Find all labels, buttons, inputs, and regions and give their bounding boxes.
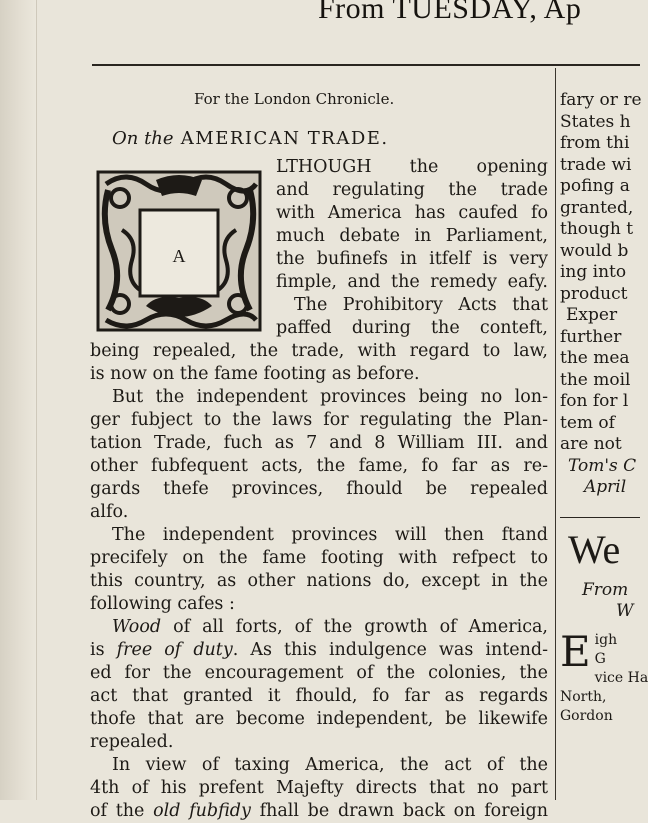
text-fragment: is xyxy=(90,640,117,660)
paragraph-5 xyxy=(90,754,548,823)
masthead-date: From TUESDAY, Ap xyxy=(318,0,582,25)
text-line: Gordon xyxy=(560,707,613,724)
text-line: LTHOUGH the opening xyxy=(276,157,548,177)
text-line: much debate in Parliament, xyxy=(276,226,548,246)
bleed-through-text xyxy=(90,0,320,60)
text-fragment: . As this indulgence was intend- xyxy=(232,640,549,660)
text-line: this country, as other nations do, except in the xyxy=(90,571,548,591)
article-body xyxy=(90,156,548,823)
text-line: from thi xyxy=(560,133,630,153)
text-line: tem of xyxy=(560,412,615,433)
italic-old-subsidy: old fubfidy xyxy=(153,801,251,821)
text-line: North, xyxy=(560,688,607,705)
text-line: fary or re xyxy=(560,90,642,110)
text-line: the mea xyxy=(560,348,630,368)
text-line: fimple, and the remedy eafy. xyxy=(276,272,548,292)
section-rule xyxy=(560,517,640,518)
header-rule xyxy=(92,64,640,66)
w-line: W xyxy=(616,601,634,621)
paragraph-2 xyxy=(90,386,548,524)
text-line: ger fubject to the laws for regulating the Plan- xyxy=(90,410,548,430)
text-line: are not xyxy=(560,434,622,454)
signature: Tom's C xyxy=(568,455,637,476)
text-line: fon for l xyxy=(560,391,629,411)
text-line: thofe that are become independent, be likewife xyxy=(90,709,548,729)
text-line xyxy=(90,639,548,662)
text-line: product xyxy=(560,283,628,304)
text-line: paffed during the conteft, xyxy=(276,318,548,338)
text-line: would b xyxy=(560,240,629,261)
text-line: tation Trade, fuch as 7 and 8 William III. and xyxy=(90,433,548,453)
text-line: igh xyxy=(594,631,618,648)
text-line: act that granted it fhould, fo far as regards xyxy=(90,686,548,706)
text-line: ing into xyxy=(560,262,627,282)
drop-cap-letter: E xyxy=(560,626,591,676)
article-title-main: AMERICAN TRADE. xyxy=(180,128,389,149)
text-line: being repealed, the trade, with regard to law, xyxy=(90,341,548,361)
drop-cap-block xyxy=(560,626,640,676)
article-title-prefix: On the xyxy=(112,128,174,149)
drop-cap-letter: A xyxy=(172,246,186,266)
text-line: and regulating the trade xyxy=(276,180,548,200)
text-line: the bufinefs in itfelf is very xyxy=(276,249,548,269)
from-line: From xyxy=(582,579,629,600)
paragraph-4 xyxy=(90,616,548,754)
section-big-heading: We xyxy=(568,526,621,572)
paragraph-1 xyxy=(90,156,548,386)
text-line: trade wi xyxy=(560,154,632,175)
text-line: alfo. xyxy=(90,502,129,522)
text-line: Exper xyxy=(566,305,618,325)
column-rule xyxy=(555,68,556,800)
text-line: though t xyxy=(560,219,634,239)
section-heading: For the London Chronicle. xyxy=(194,90,395,108)
text-line: The Prohibitory Acts that xyxy=(294,295,548,315)
text-line: vice Ha xyxy=(594,669,648,686)
text-line: the moil xyxy=(560,369,631,390)
dateline: April xyxy=(584,477,627,497)
text-line: But the independent provinces being no lon- xyxy=(112,387,548,407)
page-margin-edge xyxy=(0,0,37,800)
text-line: 4th of his prefent Majefty directs that no part xyxy=(90,778,548,798)
text-line: granted, xyxy=(560,197,634,218)
paragraph-3 xyxy=(90,524,548,616)
text-fragment: of the xyxy=(90,801,154,821)
adjacent-column xyxy=(560,90,648,800)
text-line xyxy=(90,616,548,639)
text-line: ed for the encouragement of the colonies, the xyxy=(90,663,548,683)
text-fragment: fhall be drawn back on foreign xyxy=(250,801,548,821)
article-column xyxy=(90,90,550,821)
text-fragment: of all forts, of the growth of America, xyxy=(161,617,548,637)
text-line: pofing a xyxy=(560,176,630,196)
text-line: precifely on the fame footing with refpect to xyxy=(90,548,548,568)
article-title xyxy=(112,128,389,149)
italic-free-of-duty: free of duty xyxy=(116,640,233,660)
text-line: other fubfequent acts, the fame, fo far as re- xyxy=(90,456,548,476)
text-line: The independent provinces will then ftand xyxy=(112,525,548,545)
text-line: further xyxy=(560,326,622,347)
text-line: following cafes : xyxy=(90,594,235,614)
text-line: with America has caufed fo xyxy=(276,203,548,223)
text-line: In view of taxing America, the act of the xyxy=(112,755,548,775)
text-line: States h xyxy=(560,111,631,132)
italic-wood: Wood xyxy=(112,617,162,637)
text-line: repealed. xyxy=(90,732,174,752)
text-line: G xyxy=(594,650,606,667)
text-line: is now on the fame footing as before. xyxy=(90,364,420,384)
text-line xyxy=(90,800,548,823)
text-line: gards thefe provinces, fhould be repealed xyxy=(90,479,548,499)
